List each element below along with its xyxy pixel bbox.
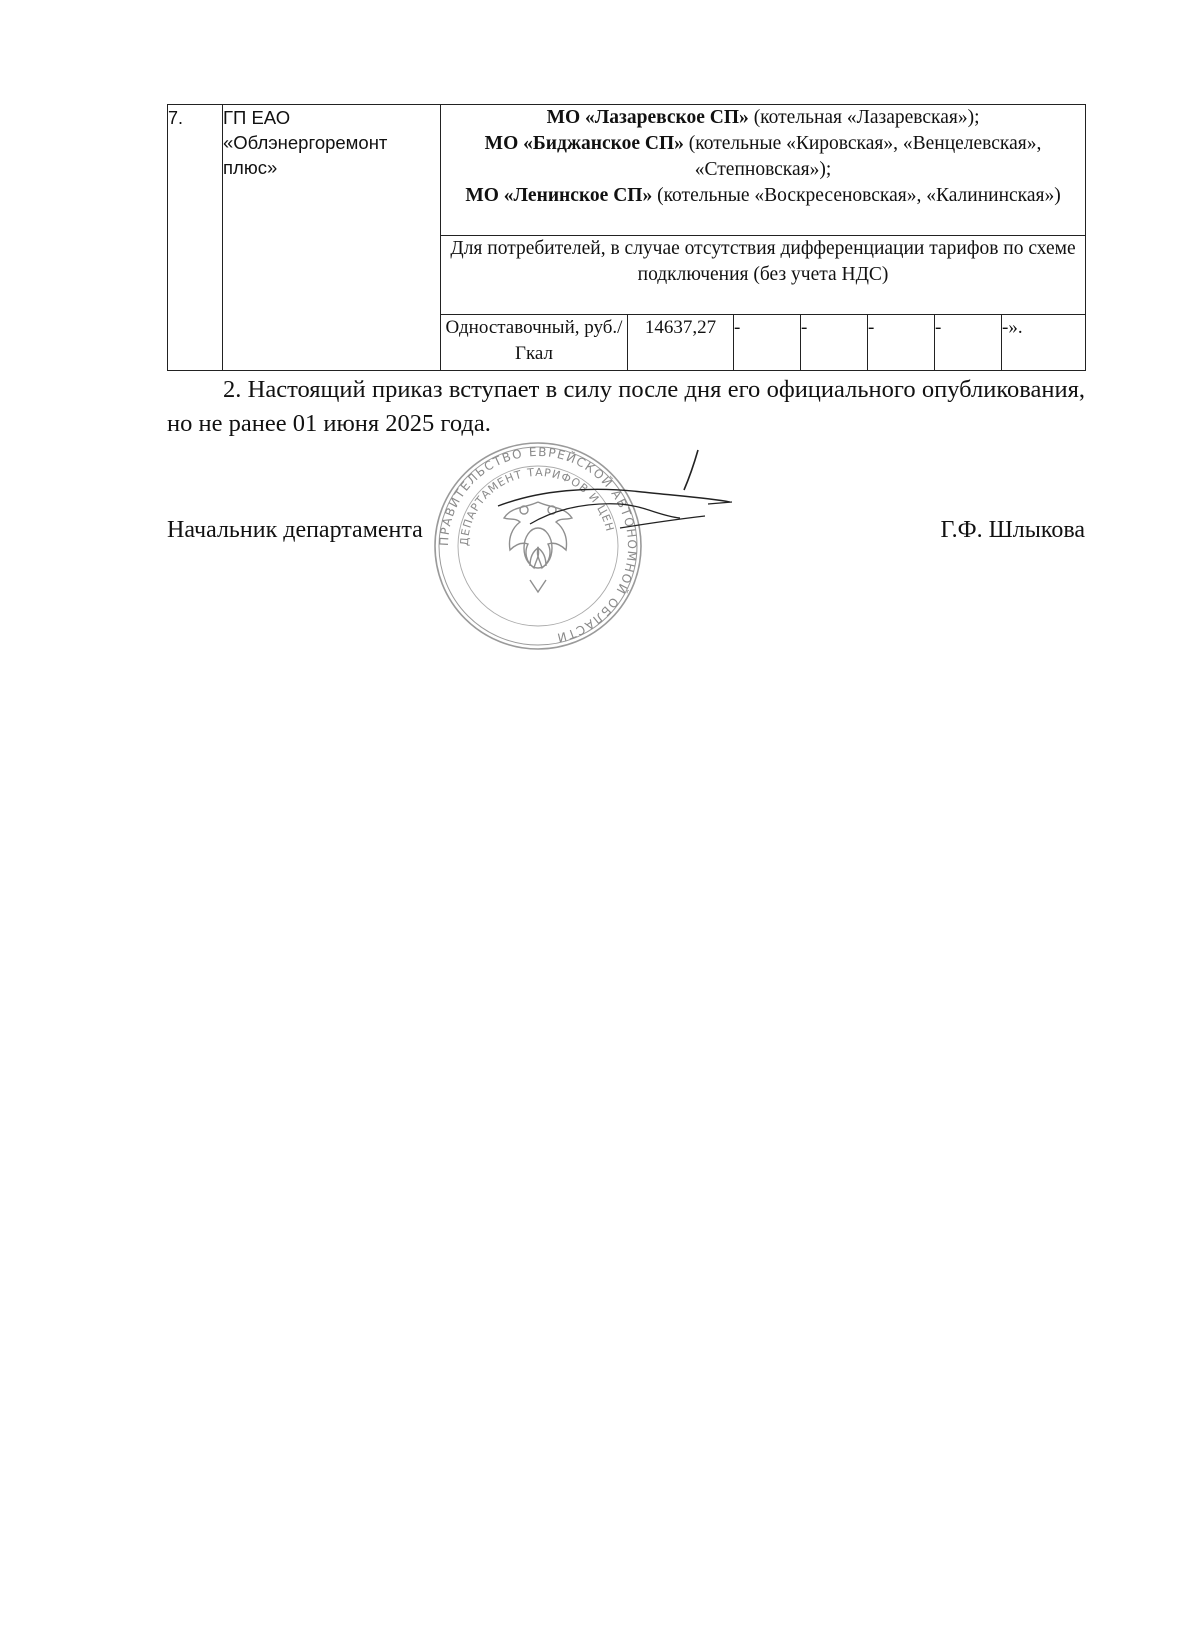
table-cell: -: [801, 315, 868, 371]
signatory-title: Начальник департамента: [167, 517, 423, 543]
tariff-table: [167, 104, 1086, 371]
stamp-inner-text: ДЕПАРТАМЕНТ ТАРИФОВ И ЦЕН: [457, 465, 617, 547]
signatory-name: Г.Ф. Шлыкова: [940, 517, 1085, 543]
municipality-item: МО «Лазаревское СП» (котельная «Лазаревская»);: [546, 107, 980, 128]
organization-line: ГП ЕАО: [223, 107, 291, 128]
rate-label: Одноставочный, руб./Гкал: [441, 315, 628, 371]
municipality-item: МО «Ленинское СП» (котельные «Воскресеновская», «Калининская»): [465, 185, 1061, 206]
municipality-cell: [441, 105, 1086, 236]
municipality-item: МО «Биджанское СП» (котельные «Кировская», «Венцелевская», «Степновская»);: [484, 133, 1042, 180]
stamp-outer-text: ПРАВИТЕЛЬСТВО ЕВРЕЙСКОЙ АВТОНОМНОЙ ОБЛАСТИ: [436, 444, 640, 646]
table-row-mo: [168, 105, 1086, 236]
table-cell: -: [935, 315, 1002, 371]
organization-cell: [223, 105, 441, 371]
table-cell: -».: [1002, 315, 1086, 371]
table-cell: -: [868, 315, 935, 371]
row-number: 7.: [168, 105, 223, 371]
handwritten-signature: [470, 446, 760, 566]
table-cell: -: [734, 315, 801, 371]
order-paragraph: 2. Настоящий приказ вступает в силу после дня его официального опубликования, но не ранее 01 июня 2025 года.: [167, 376, 1085, 437]
consumer-note: Для потребителей, в случае отсутствия дифференциации тарифов по схеме подключения (без учета НДС): [441, 236, 1086, 315]
organization-line: «Облэнергоремонт: [223, 132, 388, 153]
organization-line: плюс»: [223, 157, 278, 178]
rate-value: 14637,27: [628, 315, 734, 371]
